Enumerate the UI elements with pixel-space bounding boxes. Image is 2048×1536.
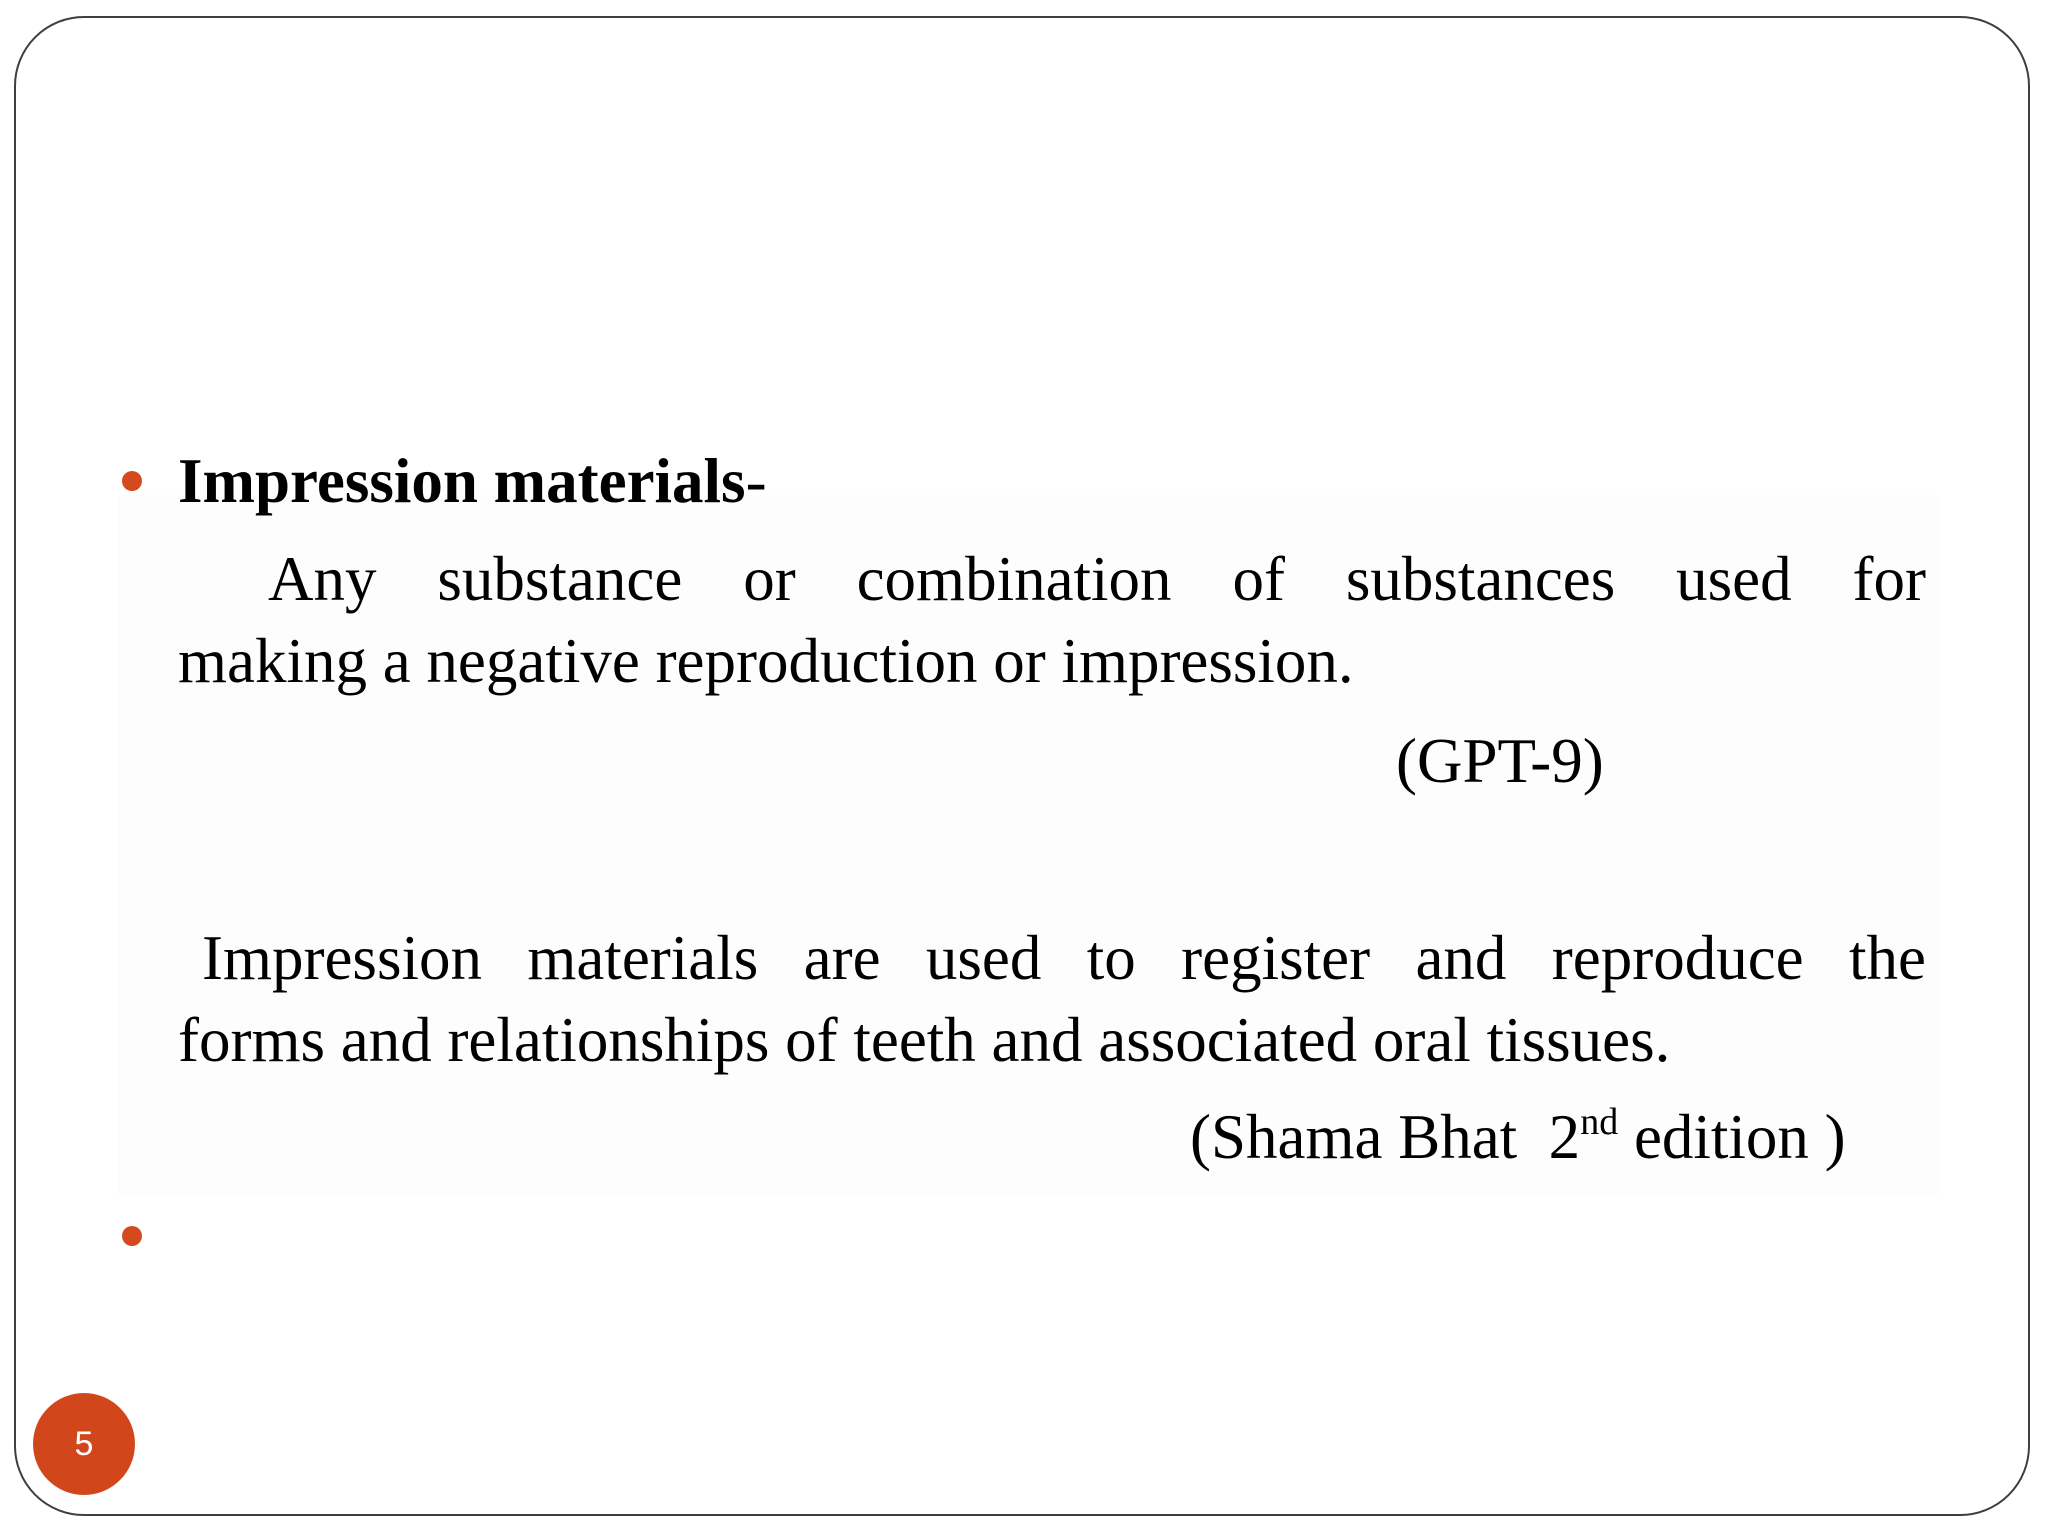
source-text-pre: (Shama Bhat 2 [1190, 1102, 1581, 1172]
definition-2 [178, 917, 1926, 1081]
definition-1-line-2: making a negative reproduction or impression. [178, 626, 1354, 696]
definition-2-line-1: Impression materials are used to register and reproduce the [202, 923, 1926, 993]
bullet-point-icon [122, 471, 142, 491]
heading-text: Impression materials [178, 446, 746, 516]
definition-2-line-2: forms and relationships of teeth and associated oral tissues. [178, 1005, 1671, 1075]
source-text-post: edition ) [1618, 1102, 1846, 1172]
source-superscript: nd [1580, 1101, 1619, 1143]
slide-number-badge: 5 [33, 1393, 135, 1495]
heading-suffix: - [745, 446, 767, 516]
definition-2-source [1190, 1096, 1846, 1178]
definition-1-line-1: Any substance or combination of substances used for [268, 544, 1926, 614]
definition-1-source: (GPT-9) [1396, 726, 1604, 796]
bullet-point-icon [122, 1226, 142, 1246]
bullet-heading [178, 440, 767, 522]
definition-1 [178, 538, 1926, 702]
